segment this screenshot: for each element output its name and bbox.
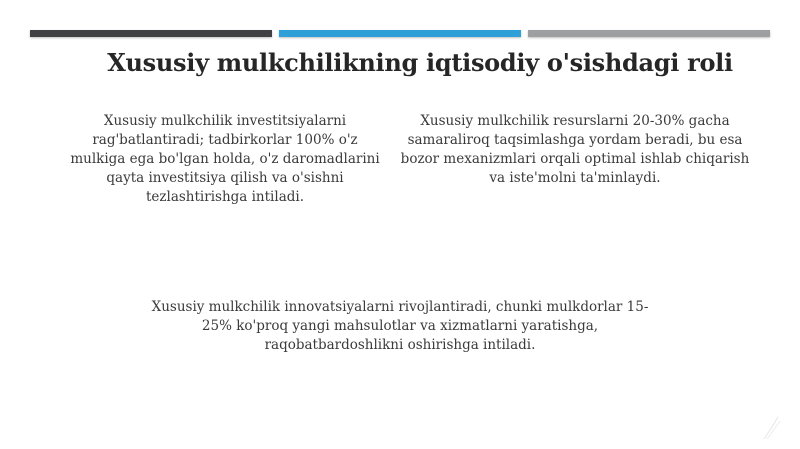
accent-bar-blue [279, 30, 521, 37]
slide-title: Xususiy mulkchilikning iqtisodiy o'sishdagi roli [107, 48, 733, 77]
paragraph-investments: Xususiy mulkchilik investitsiyalarni rag'batlantiradi; tadbirkorlar 100% o'z mulkiga ega bo'lgan holda, o'z daromadlarini qayta investitsiya qilish va o'sishni tezlashtirishga intiladi. [70, 113, 380, 205]
accent-bar-dark [30, 30, 272, 37]
corner-decoration-icon [760, 415, 782, 441]
paragraph-resources: Xususiy mulkchilik resurslarni 20-30% gacha samaraliroq taqsimlashga yordam beradi, bu esa bozor mexanizmlari orqali optimal ishlab chiqarish va iste'molni ta'minlaydi. [400, 113, 750, 186]
paragraph-innovation: Xususiy mulkchilik innovatsiyalarni rivojlantiradi, chunki mulkdorlar 15-25% ko'proq yangi mahsulotlar va xizmatlarni yaratishga, raqobatbardoshlikni oshirishga intiladi. [151, 299, 649, 353]
accent-bar-gray [528, 30, 770, 37]
